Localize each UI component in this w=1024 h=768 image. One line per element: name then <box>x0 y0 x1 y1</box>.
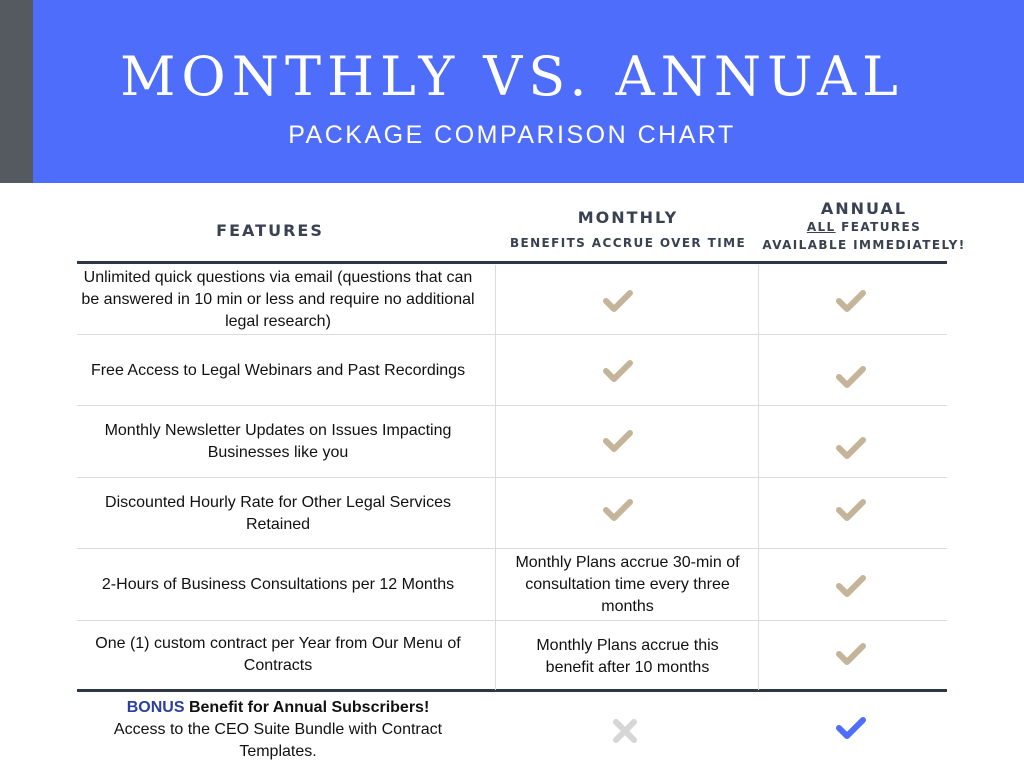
row-divider <box>77 477 947 478</box>
check-icon <box>836 364 866 390</box>
bonus-label: BONUS <box>126 699 185 716</box>
bonus-headline <box>77 697 479 719</box>
row-divider <box>77 620 947 621</box>
table-top-rule <box>77 261 947 264</box>
bonus-feature-cell <box>77 697 479 763</box>
monthly-note-cell: Monthly Plans accrue 30-min of consultation time every three months <box>515 554 740 615</box>
page-subtitle: PACKAGE COMPARISON CHART <box>288 121 736 149</box>
bonus-description: Access to the CEO Suite Bundle with Contract Templates. <box>113 721 443 760</box>
check-icon <box>603 358 633 384</box>
check-icon <box>603 428 633 454</box>
annual-note-emphasis: ALL <box>806 220 836 234</box>
annual-column-header <box>759 199 969 254</box>
page-title: MONTHLY VS. ANNUAL <box>120 45 904 108</box>
table-bottom-rule <box>77 689 947 692</box>
annual-note-rest: FEATURES <box>835 220 922 234</box>
check-icon <box>836 573 866 599</box>
feature-cell: One (1) custom contract per Year from Our Menu of Contracts <box>95 635 461 674</box>
monthly-note-cell: Monthly Plans accrue this benefit after 10 months <box>536 637 719 676</box>
feature-cell: Unlimited quick questions via email (questions that can be answered in 10 min or less and require no additional legal research) <box>81 268 475 330</box>
row-divider <box>77 548 947 549</box>
check-icon <box>836 715 866 741</box>
check-icon <box>836 435 866 461</box>
feature-cell: Free Access to Legal Webinars and Past Recordings <box>90 361 466 379</box>
check-icon <box>603 497 633 523</box>
monthly-column-header <box>497 208 759 251</box>
feature-cell: Discounted Hourly Rate for Other Legal Services Retained <box>105 493 451 533</box>
monthly-column-note: BENEFITS ACCRUE OVER TIME <box>509 236 747 250</box>
annual-column-note-line2: AVAILABLE IMMEDIATELY! <box>762 238 966 252</box>
bonus-lead-text: Benefit for Annual Subscribers! <box>184 699 430 716</box>
annual-column-title: ANNUAL <box>820 199 908 218</box>
check-icon <box>836 641 866 667</box>
check-icon <box>836 288 866 314</box>
feature-cell: 2-Hours of Business Consultations per 12 Months <box>101 576 455 593</box>
monthly-column-title: MONTHLY <box>577 208 679 227</box>
x-mark-icon <box>611 717 639 745</box>
feature-cell: Monthly Newsletter Updates on Issues Impacting Businesses like you <box>104 422 452 461</box>
row-divider <box>77 405 947 406</box>
check-icon <box>603 288 633 314</box>
row-divider <box>77 334 947 335</box>
features-column-header: FEATURES <box>216 221 324 240</box>
annual-column-note <box>759 218 969 236</box>
check-icon <box>836 497 866 523</box>
